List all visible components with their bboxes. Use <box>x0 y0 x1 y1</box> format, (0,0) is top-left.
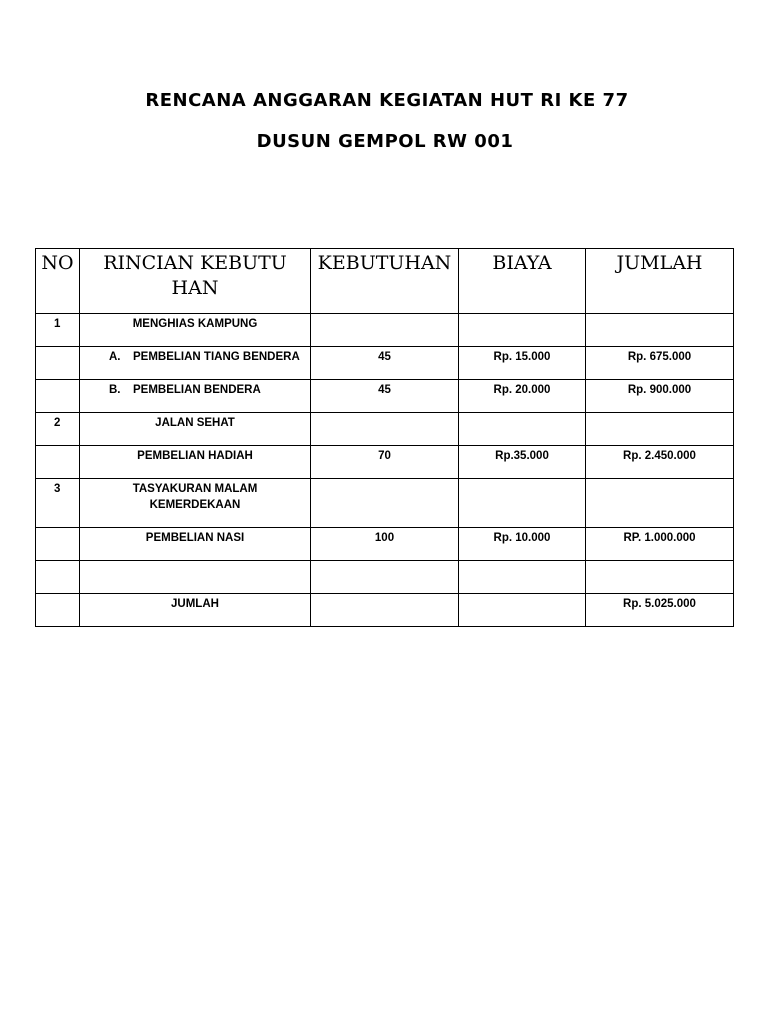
cell-rincian: TASYAKURAN MALAM KEMERDEKAAN <box>80 479 311 528</box>
cell-jumlah: Rp. 2.450.000 <box>586 446 734 479</box>
cell-no: 2 <box>36 413 80 446</box>
cell-jumlah <box>586 479 734 528</box>
cell-no <box>36 347 80 380</box>
cell-rincian: PEMBELIAN NASI <box>80 528 311 561</box>
cell-no <box>36 446 80 479</box>
cell-kebutuhan <box>311 594 459 627</box>
cell-biaya: Rp. 20.000 <box>459 380 586 413</box>
cell-rincian: JALAN SEHAT <box>80 413 311 446</box>
cell-kebutuhan: 70 <box>311 446 459 479</box>
header-jumlah: JUMLAH <box>586 249 734 314</box>
cell-jumlah <box>586 413 734 446</box>
cell-biaya <box>459 479 586 528</box>
total-row <box>36 594 734 627</box>
cell-kebutuhan: 45 <box>311 380 459 413</box>
document-subtitle: DUSUN GEMPOL RW 001 <box>256 131 514 152</box>
header-biaya: BIAYA <box>459 249 586 314</box>
cell-no: 3 <box>36 479 80 528</box>
cell-biaya <box>459 314 586 347</box>
table-row <box>36 479 734 528</box>
cell-biaya <box>459 413 586 446</box>
cell-jumlah <box>586 561 734 594</box>
table-row <box>36 413 734 446</box>
cell-biaya: Rp. 15.000 <box>459 347 586 380</box>
cell-jumlah: Rp. 900.000 <box>586 380 734 413</box>
cell-kebutuhan: 45 <box>311 347 459 380</box>
header-row <box>36 249 734 314</box>
cell-jumlah: Rp. 675.000 <box>586 347 734 380</box>
cell-jumlah <box>586 314 734 347</box>
cell-kebutuhan <box>311 561 459 594</box>
cell-no <box>36 380 80 413</box>
table-row <box>36 528 734 561</box>
cell-no <box>36 528 80 561</box>
cell-no <box>36 561 80 594</box>
cell-rincian: PEMBELIAN HADIAH <box>80 446 311 479</box>
cell-biaya <box>459 594 586 627</box>
cell-kebutuhan <box>311 479 459 528</box>
cell-rincian: MENGHIAS KAMPUNG <box>80 314 311 347</box>
list-letter: A. <box>109 351 121 363</box>
cell-biaya: Rp. 10.000 <box>459 528 586 561</box>
header-rincian: RINCIAN KEBUTUHAN <box>80 249 311 314</box>
table-row <box>36 561 734 594</box>
cell-no: 1 <box>36 314 80 347</box>
cell-jumlah: Rp. 5.025.000 <box>586 594 734 627</box>
cell-kebutuhan <box>311 413 459 446</box>
cell-kebutuhan: 100 <box>311 528 459 561</box>
header-kebutuhan: KEBUTUHAN <box>311 249 459 314</box>
header-no: NO <box>36 249 80 314</box>
document-title: RENCANA ANGGARAN KEGIATAN HUT RI KE 77 <box>145 90 629 111</box>
cell-biaya <box>459 561 586 594</box>
budget-table <box>35 248 734 627</box>
list-letter: B. <box>109 384 121 396</box>
cell-kebutuhan <box>311 314 459 347</box>
table-row <box>36 314 734 347</box>
cell-rincian <box>80 380 311 413</box>
cell-rincian <box>80 561 311 594</box>
rincian-text: PEMBELIAN TIANG BENDERA <box>133 351 300 363</box>
rincian-text: PEMBELIAN BENDERA <box>133 384 261 396</box>
table-row <box>36 347 734 380</box>
cell-jumlah: RP. 1.000.000 <box>586 528 734 561</box>
cell-rincian <box>80 347 311 380</box>
table-row <box>36 380 734 413</box>
cell-no <box>36 594 80 627</box>
cell-rincian: JUMLAH <box>80 594 311 627</box>
table-row <box>36 446 734 479</box>
cell-biaya: Rp.35.000 <box>459 446 586 479</box>
